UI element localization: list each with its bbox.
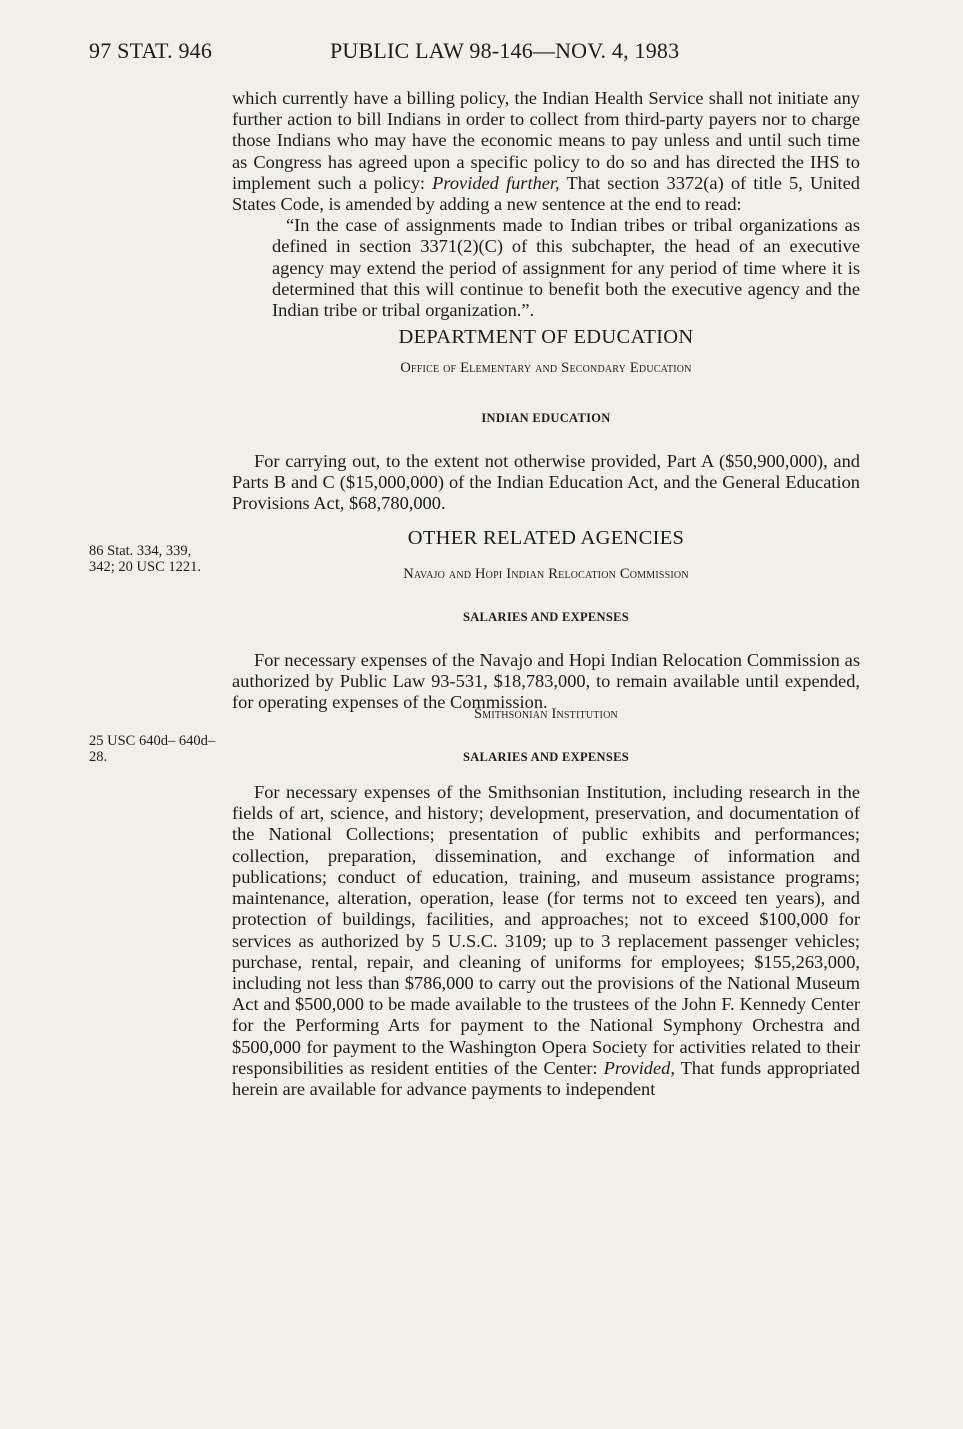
quoted-amendment: “In the case of assignments made to Indian tribes or tribal organizations as defined in section 3371(2)(C) of this subchapter, the head of an executive agency may extend the period of assignment for any period of time where it is determined that this will continue to benefit both the executive agency and the Indian tribe or tribal organization.”.: [272, 215, 860, 321]
main-text: [232, 88, 860, 1100]
statute-page-number: 97 STAT. 946: [89, 38, 213, 63]
heading-department-of-education: DEPARTMENT OF EDUCATION: [398, 326, 694, 349]
paragraph-navajo-hopi: For necessary expenses of the Navajo and Hopi Indian Relocation Commission as authorized by Public Law 93-531, $18,783,000, to remain available until expended, for operating expenses of the Commission.: [232, 650, 860, 713]
paragraph-smithsonian: For necessary expenses of the Smithsonian Institution, including research in the fields of art, science, and history; development, preservation, and documentation of the National Collections; presentation of public exhibits and performances; collection, preparation, dissemination, and exchange of information and publications; conduct of education, training, and museum assistance programs; maintenance, alteration, operation, lease (for terms not to exceed ten years), and protection of buildings, facilities, and approaches; not to exceed $100,000 for services as authorized by 5 U.S.C. 3109; up to 3 replacement passenger vehicles; purchase, rental, repair, and cleaning of uniforms for employees; $155,263,000, including not less than $786,000 to carry out the provisions of the National Museum Act and $500,000 to be made available to the trustees of the John F. Kennedy Center for the Performing Arts for payment to the National Symphony Orchestra and $500,000 for payment to the Washington Opera Society for activities related to their responsibilities as resident entities of the Center: Provided, That funds appropriated herein are available for advance payments to independent: [232, 782, 860, 1099]
paragraph-billing-policy: which currently have a billing policy, the Indian Health Service shall not initiate any further action to bill Indians in order to collect from third-party payers nor to charge those Indians who may have the economic means to pay unless and until such time as Congress has agreed upon a specific policy to do so and has directed the IHS to implement such a policy: Provided further, That section 3372(a) of title 5, United States Code, is amended by adding a new sentence at the end to read:: [232, 88, 860, 215]
heading-indian-education: INDIAN EDUCATION: [481, 410, 611, 425]
heading-smithsonian: Smithsonian Institution: [474, 705, 618, 722]
heading-salaries-expenses-navajo: SALARIES AND EXPENSES: [462, 609, 630, 624]
heading-other-related-agencies: OTHER RELATED AGENCIES: [407, 527, 685, 550]
margin-note-usc-citation: 25 USC 640d– 640d–28.: [89, 733, 216, 765]
margin-note-stat-citation: 86 Stat. 334, 339, 342; 20 USC 1221.: [89, 543, 201, 575]
heading-navajo-hopi-commission: Navajo and Hopi Indian Relocation Commission: [403, 565, 689, 582]
heading-salaries-expenses-smithsonian: SALARIES AND EXPENSES: [462, 749, 630, 764]
heading-office-elementary-secondary: Office of Elementary and Secondary Education: [400, 360, 692, 377]
paragraph-indian-education: For carrying out, to the extent not otherwise provided, Part A ($50,900,000), and Parts B and C ($15,000,000) of the Indian Education Act, and the General Education Provisions Act, $68,780,000.: [232, 450, 860, 514]
page-title: PUBLIC LAW 98-146—NOV. 4, 1983: [330, 38, 680, 63]
